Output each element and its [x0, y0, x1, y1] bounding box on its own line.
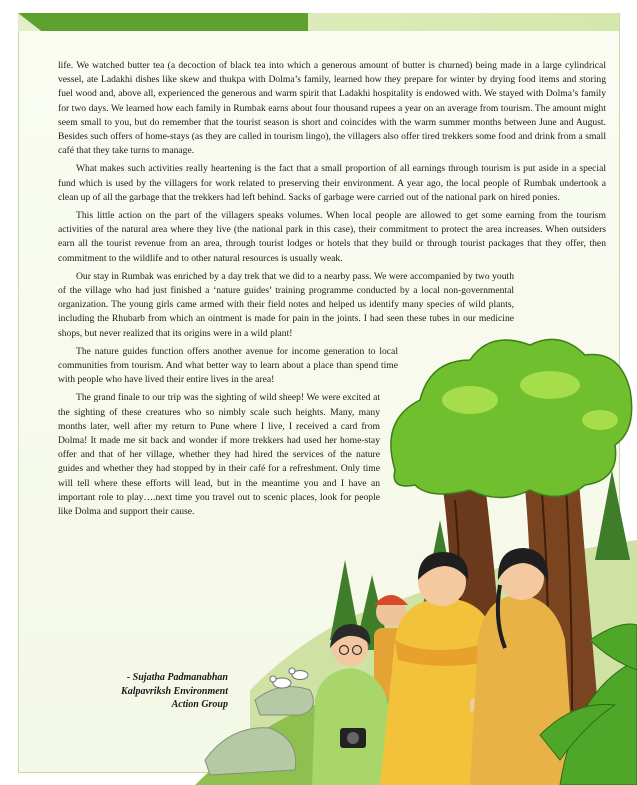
paragraph: What makes such activities really heartening is the fact that a small proportion of all earnings through tourism is put aside in a special fund which is used by the villagers for work related to preserving their environment. A year ago, the local people of Rumbak undertook a clean up of all the garbage that the trekkers had left behind. Sacks of garbage were carried out of the national park on hired ponies.: [58, 163, 606, 203]
author-name: - Sujatha Padmanabhan: [126, 672, 228, 683]
article-body: [58, 59, 606, 523]
paragraph: The nature guides function offers another avenue for income generation to local communities from tourism. And what better way to learn about a place than spend time with people who have lived their entire lives in the area!: [58, 345, 398, 386]
paragraph: Our stay in Rumbak was enriched by a day trek that we did to a nearby pass. We were accompanied by two youth of the village who had just finished a ‘nature guides’ training programme conducted by a local non-governmental organization. The young girls came armed with their field notes and helped us identify many species of wild plants, including the Rhubarb from which an ointment is made for pain in the joints. I had seen these tubes in our medicine shops, but never realized that its origins were in a wild plant!: [58, 270, 514, 339]
paragraph: life. We watched butter tea (a decoction of black tea into which a generous amount of butter is churned) being made in a large cylindrical vessel, ate Ladakhi dishes like skew and thukpa with Dolma’s family, learned how they prepare for winter by drying food items and storing fuel wood and, above all, experienced the generous and warm spirit that Ladakhi hospitality is endowed with. We stayed with Dolma’s family for two days. We learned how each family in Rumbak earns about four thousand rupees a year on an average from tourism. The amount might seem small to you, but do remember that the tourist season is short and coincides with the warm summer months between June and August. Besides such offers of home-stays (as they are called in tourism lingo), the villagers also offer tired trekkers some food and drink from a small café that they take turns to manage.: [58, 60, 606, 157]
author-organization: Kalpavriksh Environment: [121, 685, 228, 697]
paragraph: This little action on the part of the villagers speaks volumes. When local people are allowed to get some earning from the tourism activities of the natural area where they live (the national park in this case), their commitment to protect the area increases. When outsiders earn all the tourist revenue from an area, through tourist lodges or hotels that they build or through tourist packages that they offer, then commitment to the wildlife and to other natural resources is usually weak.: [58, 210, 606, 264]
author-signature: [78, 671, 228, 712]
paragraph: The grand finale to our trip was the sighting of wild sheep! We were excited at the sighting of these creatures who so nimbly scale such heights. Many, many months later, well after my return to Pune where I live, I received a card from Dolma! It made me sit back and wonder if more trekkers had used her home-stay offer and that of her village, whether they had hired the services of the nature guides and whether they had stopped by in their café for a refreshment. Only time will tell where these efforts will lead, but in the meantime you and I have an important role to play….next time you travel out to scenic places, look for people like Dolma and support their cause.: [58, 392, 380, 518]
author-organization-line2: Action Group: [171, 699, 228, 710]
